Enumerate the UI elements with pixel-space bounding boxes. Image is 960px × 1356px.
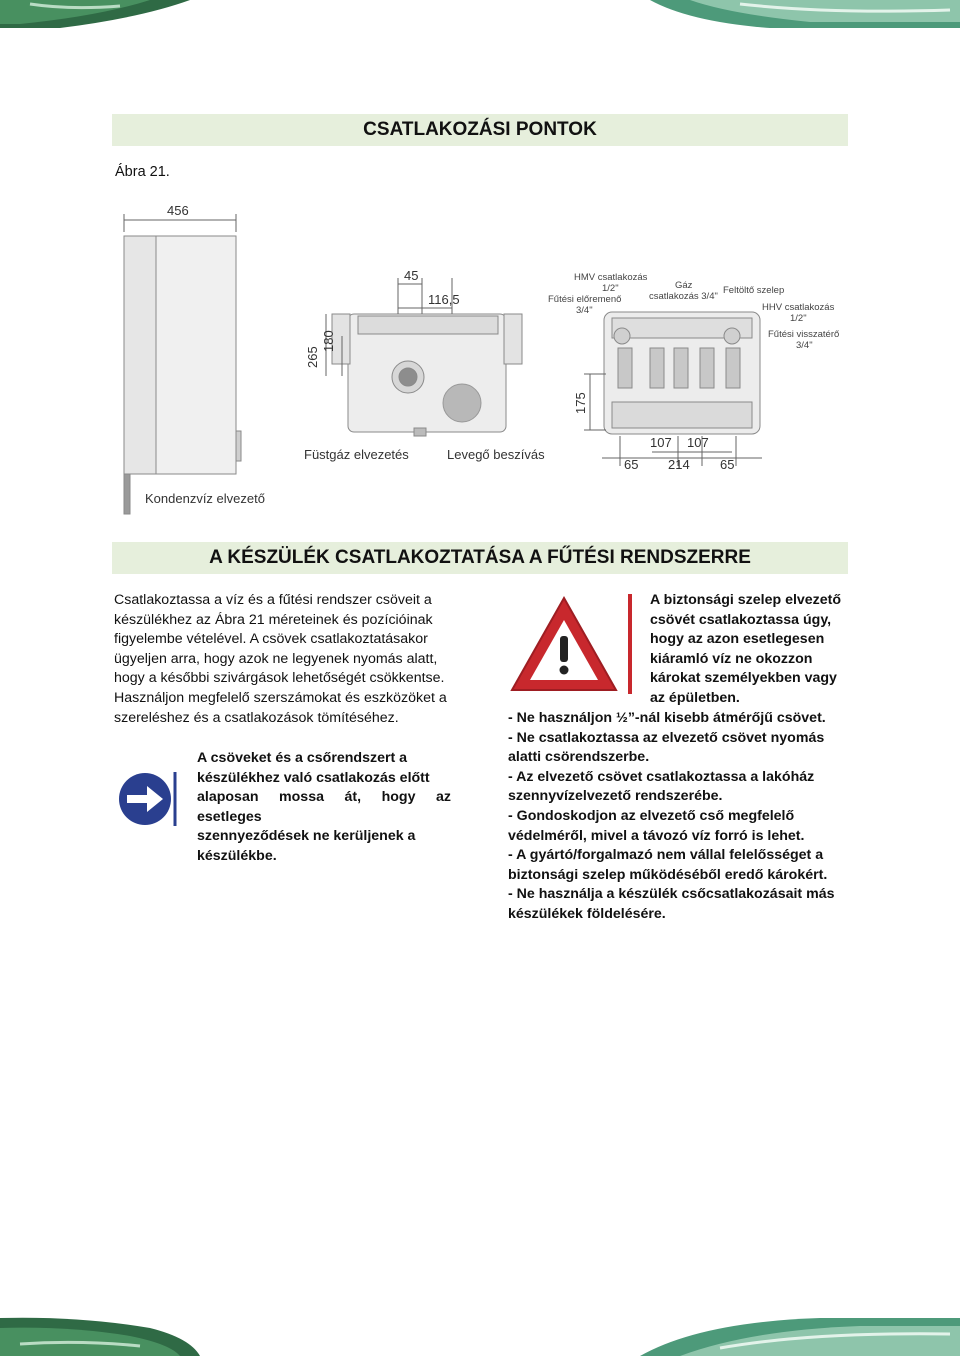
- warning-head-line: csövét csatlakoztassa úgy,: [650, 611, 832, 628]
- intro-line: ügyeljen arra, hogy azok ne legyenek nyomás alatt,: [114, 650, 438, 667]
- section-title-text: CSATLAKOZÁSI PONTOK: [363, 119, 597, 140]
- hhv-size-label: 1/2": [790, 313, 807, 324]
- dim-214: 214: [668, 457, 690, 472]
- flue-outlet-label: Füstgáz elvezetés: [304, 447, 409, 462]
- warning-triangle-icon: [508, 594, 636, 694]
- safety-valve-warning: [650, 591, 845, 709]
- intro-line: figyelembe vételével. A csövek csatlakoztatásakor: [114, 631, 428, 648]
- intro-paragraph: [114, 591, 451, 728]
- top-left-decoration: [0, 0, 200, 30]
- note-line: készülékhez való csatlakozás előtt: [197, 769, 430, 786]
- air-intake-label: Levegő beszívás: [447, 447, 545, 462]
- heating-flow-size-label: 3/4": [576, 305, 593, 316]
- dim-180: 180: [321, 330, 336, 352]
- bottom-view-drawing: [332, 314, 522, 436]
- warning-head-line: kiáramló víz ne okozzon: [650, 650, 813, 667]
- note-line: készülékbe.: [197, 847, 277, 864]
- warning-head-line: A biztonsági szelep elvezető: [650, 592, 842, 608]
- bottom-left-decoration: [0, 1314, 200, 1356]
- warning-list-line: - Az elvezető csövet csatlakoztassa a lakóház: [508, 768, 815, 785]
- warning-head-line: károkat személyekben vagy: [650, 670, 837, 687]
- intro-line: szereléshez és a csatlakozások tömítéséhez.: [114, 709, 399, 726]
- safety-valve-rules: [508, 709, 845, 925]
- heating-return-label: Fűtési visszatérő: [768, 329, 840, 340]
- warning-head-line: hogy az azon esetlegesen: [650, 631, 825, 648]
- note-line: A csöveket és a csőrendszert a: [197, 750, 408, 766]
- dim-116-5: 116,5: [428, 292, 460, 307]
- warning-list-line: - Ne használja a készülék csőcsatlakozásait más: [508, 886, 835, 903]
- dim-107-b: 107: [687, 435, 709, 450]
- dim-107-a: 107: [650, 435, 672, 450]
- heating-return-size-label: 3/4": [796, 340, 813, 351]
- side-view-drawing: [124, 236, 241, 514]
- intro-line: Csatlakoztassa a víz és a fűtési rendszer csöveit a: [114, 592, 432, 608]
- warning-list-line: - A gyártó/forgalmazó nem vállal felelősséget a: [508, 847, 824, 864]
- hhv-label: HHV csatlakozás: [762, 302, 835, 313]
- warning-list-line: biztonsági szelep működéséből eredő károkért.: [508, 866, 828, 883]
- note-line: szennyeződések ne kerüljenek a: [197, 828, 416, 845]
- figure-label: Ábra 21.: [115, 164, 170, 180]
- hmv-size-label: 1/2": [602, 283, 619, 294]
- warning-list-line: védelméről, mivel a távozó víz forró is lehet.: [508, 827, 805, 844]
- fill-valve-label: Feltöltő szelep: [723, 285, 785, 296]
- dim-456: 456: [167, 203, 189, 218]
- cleaning-note: [197, 749, 451, 867]
- intro-line: készülékhez az Ábra 21 méreteinek és pozícióinak: [114, 611, 433, 628]
- section-title-connection-points: [112, 114, 848, 146]
- section-title-heating-connection: [112, 542, 848, 574]
- connection-diagram: [112, 196, 852, 526]
- hmv-label: HMV csatlakozás: [574, 272, 648, 283]
- gas-connection-label: csatlakozás 3/4": [649, 291, 718, 302]
- warning-list-line: - Ne csatlakoztassa az elvezető csövet nyomás: [508, 729, 825, 746]
- condensate-label: Kondenzvíz elvezető: [145, 491, 265, 506]
- warning-list-line: alatti csörendszerbe.: [508, 749, 650, 766]
- warning-head-line: az épületben.: [650, 689, 740, 706]
- bottom-right-decoration: [640, 1314, 960, 1356]
- gas-label: Gáz: [675, 280, 693, 291]
- dim-45: 45: [404, 268, 419, 283]
- intro-line: Használjon megfelelő szerszámokat és eszközöket a: [114, 689, 447, 706]
- top-right-decoration: [650, 0, 960, 30]
- dim-65-b: 65: [720, 457, 735, 472]
- section-title-text: A KÉSZÜLÉK CSATLAKOZTATÁSA A FŰTÉSI RENDSZERRE: [209, 547, 751, 568]
- warning-list-line: - Gondoskodjon az elvezető cső megfelelő: [508, 807, 795, 824]
- warning-list-line: - Ne használjon ½”-nál kisebb átmérőjű csövet.: [508, 710, 826, 726]
- intro-line: hogy a későbbi szivárgások lehetőségét csökkentse.: [114, 670, 445, 687]
- dim-265: 265: [305, 346, 320, 368]
- warning-list-line: szennyvízelvezető rendszerébe.: [508, 788, 723, 805]
- warning-list-line: készülékek földelésére.: [508, 905, 666, 922]
- dim-65-a: 65: [624, 457, 639, 472]
- right-arrow-icon: [118, 770, 178, 828]
- note-line: alaposan mossa át, hogy az esetleges: [197, 789, 451, 825]
- connection-view-drawing: [604, 312, 760, 434]
- dim-175: 175: [573, 392, 588, 414]
- heating-flow-label: Fűtési előremenő: [548, 294, 622, 305]
